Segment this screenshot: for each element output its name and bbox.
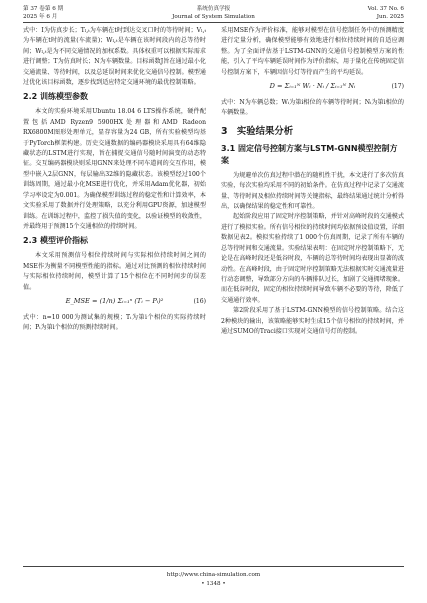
page-footer [0, 571, 427, 589]
journal-title-cn: 系统仿真学报 [196, 6, 231, 12]
volume-issue: 第 37 卷第 6 期 [23, 6, 64, 12]
equation-number: (17) [391, 83, 404, 91]
issue-date: 2025 年 6 月 [23, 13, 58, 20]
paragraph: 本文采用预测信号相位持续时间与实际相位持续时间之间的MSE作为衡量不同模型性能的指标。通过对比预测的相位持续时间与实际相位持续时间，模型计算了15个相位在不同时间步的误差值。 [23, 252, 206, 291]
equation-formula: D = Σᵢ₌₁ᴺ Wᵢ · Nᵢ / Σᵢ₌₁ᴺ Nᵢ [269, 82, 356, 91]
left-column [23, 26, 206, 334]
volume-issue-en: Vol. 37 No. 6 [367, 6, 404, 12]
paragraph: 本文的实验环境采用Ubuntu 18.04 6 LTS操作系统，硬件配置包括AMD Ryzen9 5900HX处理器和AMD Radeon RX6800M图形处理单元，显存容量为24 GB，所有实验模型均基于PyTorch框架构建。历史交通数据的编码器模块采用具有64维隐藏状态的LSTM进行实现，旨在捕捉交通信号随时间演变的动态特征。交互编码器模块则采用GNN来处理不同车道间的交互作用，模型中嵌入2层GNN，每层输出32维的隐藏状态。该模型经过100个训练周期，通过最小化MSE进行优化，并采用Adam优化器，初始学习率设定为0.001。为确保模型训练过程的稳定性和计算效率，本文实验采用了数据并行处理策略，以充分利用GPU资源，加速模型训练。在训练过程中，监控了损失值的变化，以验证模型的收敛性，并最终用于预测15个交通相位的持续时间。 [23, 108, 206, 230]
footer-url: http://www.china-simulation.com [166, 572, 261, 578]
equation-formula: E_MSE = (1/n) Σᵢ₌₁ⁿ (Tᵢ − Pᵢ)² [65, 296, 164, 305]
paragraph: 第2阶段采用了基于LSTM-GNN模型的信号控制策略。结合这2种模块的输出，该策略能够实时生成15个信号相位的持续时间，并通过SUMO的Traci接口实现对交通信号灯的控制。 [221, 307, 404, 335]
page-number: • 1348 • [201, 581, 226, 587]
paragraph: 起始阶段应用了固定时序控制策略，并针对高峰时段的交通模式进行了模拟实验。所有信号相位的持续时间均依据预设值设置，详细数据见表2。模拟实验持续了1 000个仿真周期，记录了所有车辆的总等待时间和交通流量。实验结果表明：在固定时序控制策略下，无论是在高峰时段还是低谷时段，车辆的总等待时间均表现出显著的波动性。在高峰时段，由于固定时序控制策略无法根据实时交通流量进行动态调整，导致部分方向的车辆排队过长，加剧了交通拥堵现象。而在低谷时段，固定的相位持续时间导致车辆不必要的等待，降低了交通通行效率。 [221, 213, 404, 304]
section-heading-3: 3 实验结果分析 [221, 125, 294, 137]
section-heading-2-2: 2.2 训练模型参数 [23, 92, 88, 102]
paragraph: 式中：n=10 000为测试集的规模；Tᵢ为第i个相位的实际持续时间；Pᵢ为第i个相位的预测持续时间。 [23, 313, 206, 332]
journal-title-en: Journal of System Simulation [172, 13, 255, 20]
issue-date-en: Jun. 2025 [376, 13, 404, 20]
paragraph: 为规避单次仿真过程中潜在的随机性干扰，本文进行了多次仿真实验，每次实验均采用不同的初始条件。在仿真过程中记录了交通流量、等待时间及相位持续时间等关键指标，最终结果通过统计分析得出，以确保结果的稳定性和可靠性。 [221, 171, 404, 211]
paragraph: 式中：N为车辆总数；Wᵢ为第i相位的车辆等待时间；Nᵢ为第i相位的车辆数量。 [221, 99, 404, 117]
right-column [221, 26, 404, 337]
header-rule [23, 22, 404, 23]
equation-number: (16) [193, 297, 206, 305]
section-heading-3-1: 3.1 固定信号控制方案与LSTM-GNN模型控制方案 [221, 143, 398, 165]
journal-title [0, 6, 427, 21]
equation-17 [221, 78, 404, 98]
journal-volume-info-en [368, 6, 404, 21]
section-heading-2-3: 2.3 模型评价指标 [23, 236, 88, 246]
paragraph: 式中：I为仿真步长；Tₗ,ₜ为车辆在t时到达交叉口时的等待时间；Vₗ,ₜ为车辆在t时的流量(车流量)；Wₗ,ₜ是车辆在该时间段内的总等待时间；Wₗ,ₜ是为不同交通情况的加权系数。具体权重可以根据实际需求进行调整；T为仿真时长；N为车辆数量。目标函数J旨在通过最小化交通流量、等待时间，以及总延误时间来优化交通信号控制。模型通过优化该目标函数，逐步找到适应特定交通环境的最优控制策略。 [23, 27, 206, 87]
paragraph: 采用MSE作为评价标准，能够对模型在信号控制任务中的预测精度进行定量分析，确保模型能够有效地进行相位持续时间的自适应调整。为了全面评估基于LSTM-GNN的交通信号控制模型方案的性能，引入了平均车辆延误时间作为评价指标，用于量化在传统固定信号控制方案下，车辆因信号灯等待而产生的平均延误。 [221, 27, 404, 76]
footer-rule [23, 566, 404, 567]
equation-16 [23, 293, 206, 313]
